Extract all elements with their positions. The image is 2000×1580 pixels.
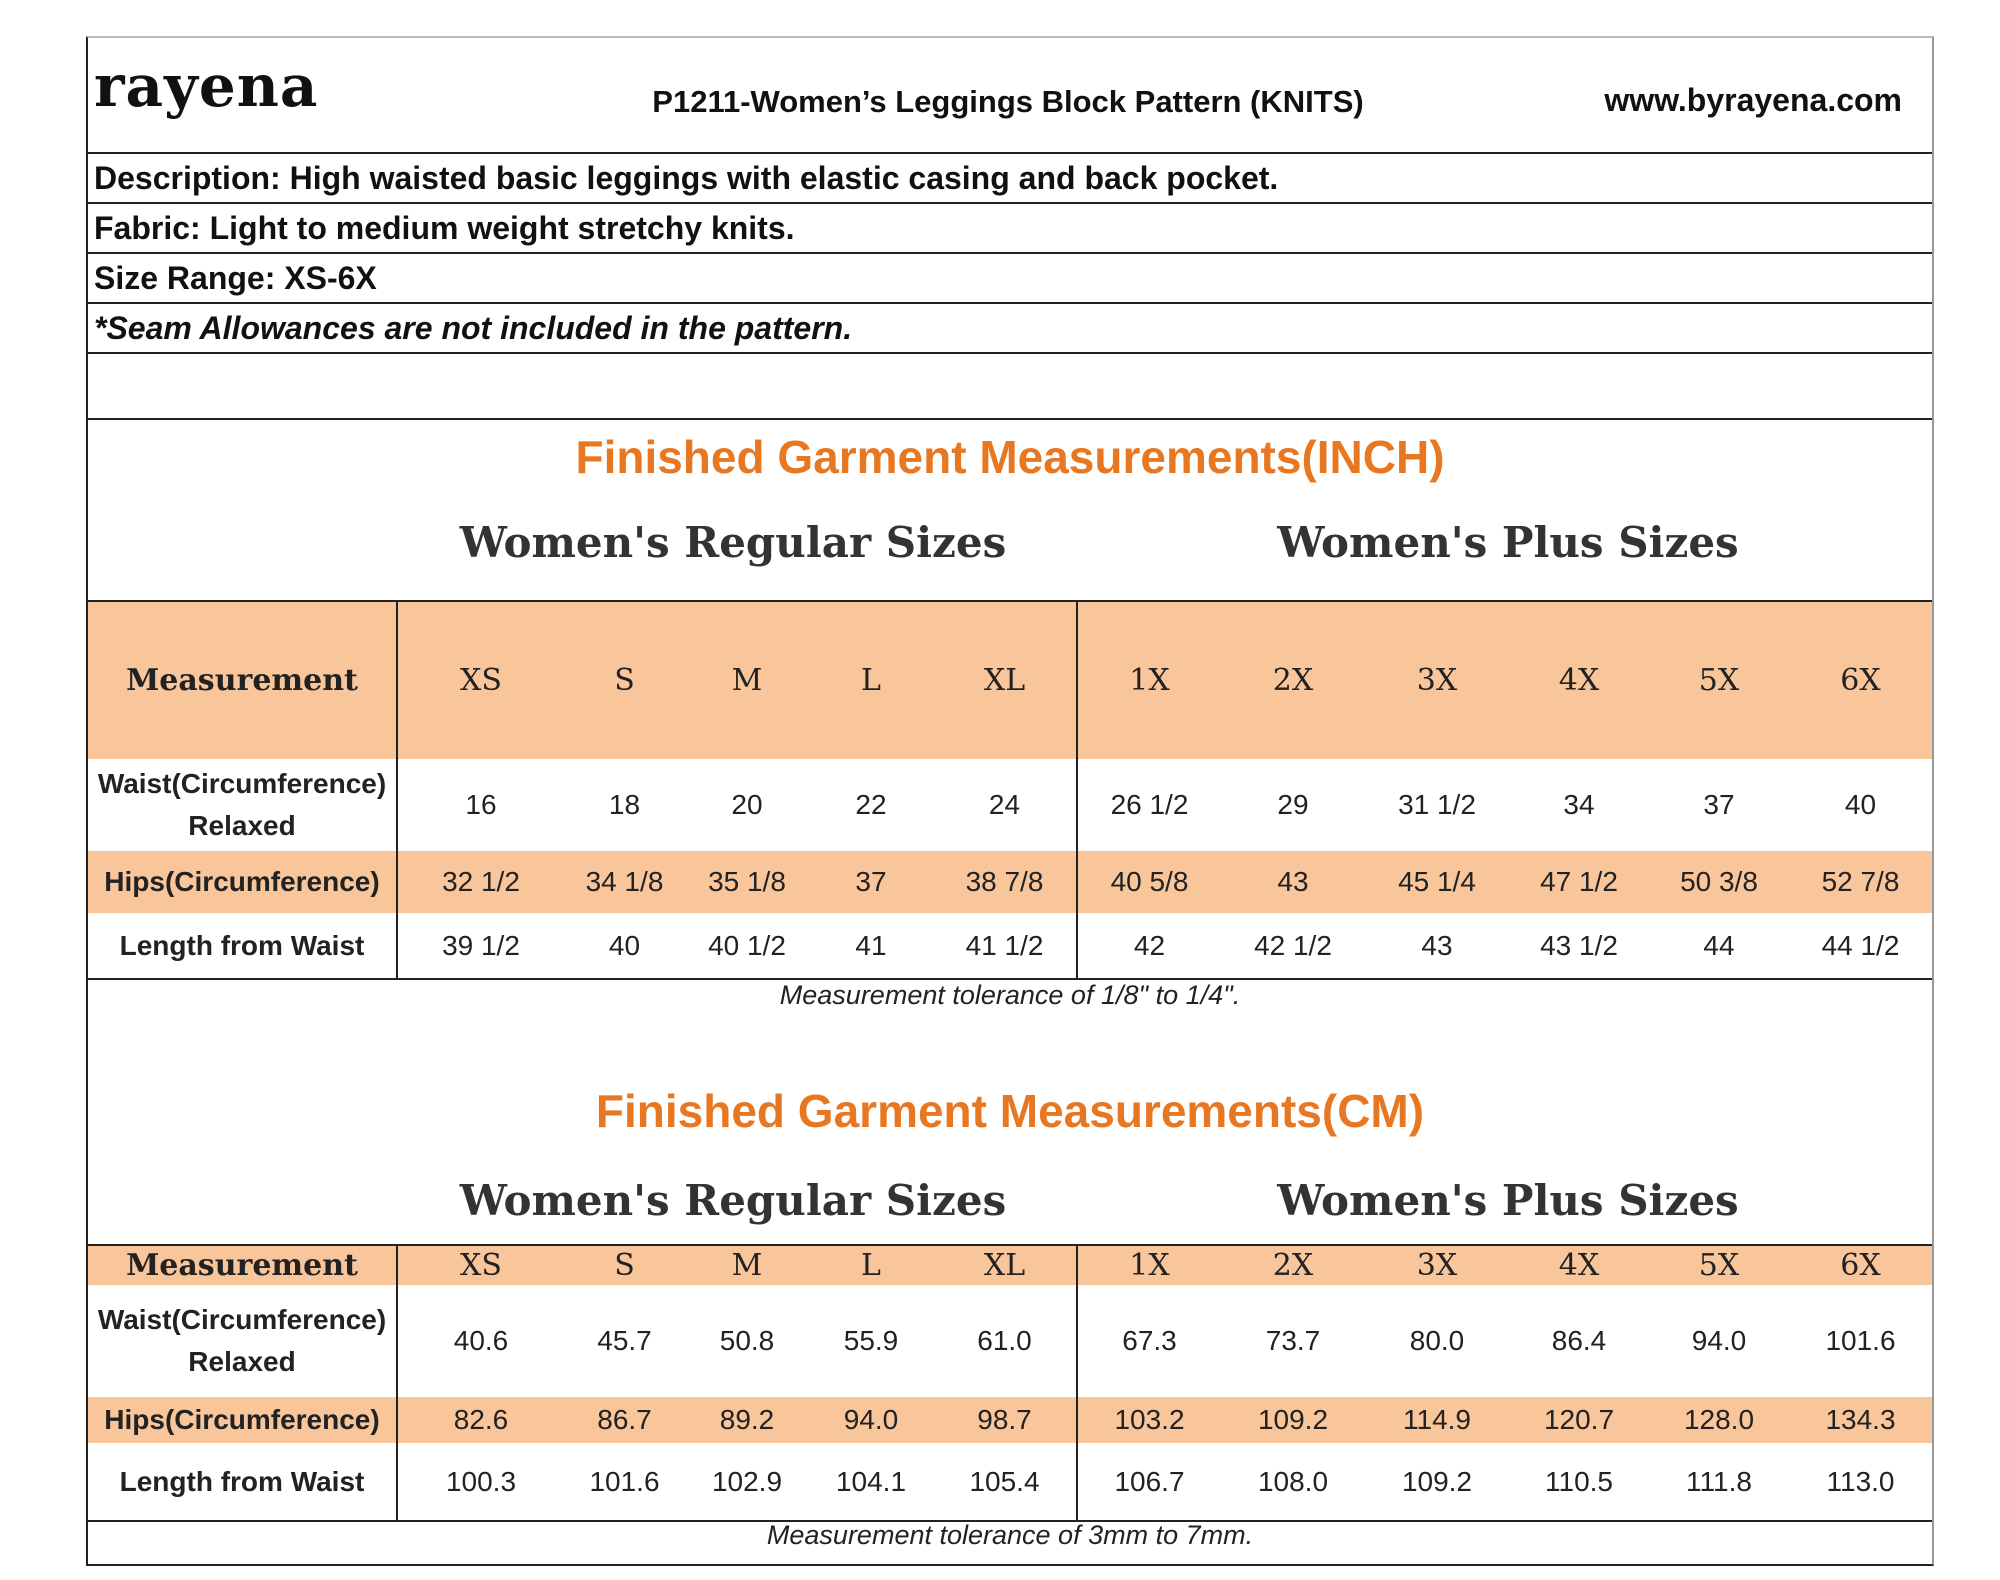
table-cell: 134.3 — [1825, 1404, 1896, 1435]
table-cell: 109.2 — [1401, 1465, 1473, 1497]
size-header: 6X — [1840, 1248, 1881, 1283]
table-cell: 55.9 — [843, 1325, 899, 1356]
size-header: S — [614, 663, 635, 698]
table-cell: 104.1 — [835, 1465, 907, 1497]
inch-plus-sizes-title: Women's Plus Sizes — [1277, 518, 1739, 567]
size-header: 5X — [1698, 663, 1740, 698]
size-header: M — [731, 663, 763, 698]
cm-measurement-table — [88, 1244, 1932, 1522]
table-cell: 43 — [1277, 866, 1309, 897]
table-cell: 45.7 — [597, 1325, 652, 1356]
table-cell: 101.6 — [589, 1465, 660, 1497]
row-label: Hips(Circumference) — [104, 1404, 380, 1435]
size-header: L — [861, 663, 881, 698]
table-cell: 103.2 — [1077, 1397, 1221, 1443]
table-cell: 43 1/2 — [1540, 929, 1618, 961]
document-title: P1211-Women’s Leggings Block Pattern (KNITS) — [652, 84, 1364, 119]
measurement-header: Measurement — [126, 1248, 358, 1283]
size-header: XL — [983, 1248, 1026, 1283]
table-cell: 114.9 — [1403, 1404, 1471, 1435]
size-header: 2X — [1272, 663, 1314, 698]
row-label-line: Relaxed — [188, 1346, 296, 1377]
divider — [88, 418, 1932, 420]
size-header: XS — [397, 601, 564, 759]
table-cell: 82.6 — [397, 1397, 564, 1443]
size-header: XL — [983, 663, 1026, 698]
table-cell: 128.0 — [1683, 1404, 1755, 1435]
table-cell: 67.3 — [1077, 1285, 1221, 1397]
table-cell: 113.0 — [1826, 1465, 1895, 1497]
table-cell: 40 — [608, 929, 641, 961]
size-header: 3X — [1416, 1248, 1458, 1283]
size-header: 6X — [1840, 663, 1881, 698]
website-url: www.byrayena.com — [1604, 82, 1902, 118]
inch-section-title: Finished Garment Measurements(INCH) — [575, 431, 1445, 483]
table-cell: 42 1/2 — [1254, 929, 1332, 961]
table-cell: 18 — [608, 789, 641, 820]
table-cell: 80.0 — [1409, 1325, 1465, 1356]
table-cell: 32 1/2 — [397, 851, 564, 913]
table-cell: 40.6 — [397, 1285, 564, 1397]
cm-tolerance-note: Measurement tolerance of 3mm to 7mm. — [766, 1520, 1254, 1550]
table-cell: 45 1/4 — [1398, 866, 1476, 897]
header — [88, 38, 1932, 154]
fabric-line: Fabric: Light to medium weight stretchy knits. — [94, 210, 795, 246]
table-cell: 20 — [731, 789, 763, 820]
size-header: L — [861, 1248, 881, 1283]
divider — [88, 302, 1932, 304]
table-header-row — [88, 1245, 1932, 1285]
table-cell: 16 — [397, 759, 564, 851]
table-cell: 24 — [988, 789, 1021, 820]
table-cell: 34 — [1563, 789, 1595, 820]
size-header: 4X — [1558, 1248, 1600, 1283]
size-header: 4X — [1558, 663, 1600, 698]
table-row — [88, 759, 1932, 851]
size-range-line: Size Range: XS-6X — [94, 260, 377, 296]
table-cell: 89.2 — [719, 1404, 775, 1435]
table-cell: 111.8 — [1686, 1465, 1752, 1497]
table-cell: 34 1/8 — [585, 866, 664, 897]
table-cell: 39 1/2 — [397, 913, 564, 979]
table-cell: 98.7 — [977, 1404, 1032, 1435]
inch-tolerance-note: Measurement tolerance of 1/8" to 1/4". — [779, 980, 1241, 1010]
row-label-line: Relaxed — [188, 810, 296, 841]
table-cell: 26 1/2 — [1077, 759, 1221, 851]
table-row — [88, 1397, 1932, 1443]
table-cell: 94.0 — [1691, 1325, 1747, 1356]
table-row — [88, 1285, 1932, 1397]
table-cell: 73.7 — [1265, 1325, 1321, 1356]
table-cell: 29 — [1277, 789, 1309, 820]
table-cell: 41 1/2 — [965, 929, 1044, 961]
table-cell: 40 5/8 — [1077, 851, 1221, 913]
table-cell: 109.2 — [1257, 1404, 1329, 1435]
size-header: 1X — [1077, 601, 1221, 759]
row-label: Length from Waist — [119, 929, 365, 961]
table-cell: 41 — [855, 929, 887, 961]
size-header: 1X — [1077, 1245, 1221, 1285]
table-cell: 31 1/2 — [1398, 789, 1476, 820]
table-cell: 35 1/8 — [708, 866, 786, 897]
cm-section-title: Finished Garment Measurements(CM) — [595, 1085, 1425, 1137]
table-cell: 61.0 — [977, 1325, 1032, 1356]
table-cell: 100.3 — [397, 1443, 564, 1521]
size-header: 2X — [1272, 1248, 1314, 1283]
divider — [88, 252, 1932, 254]
cm-plus-sizes-title: Women's Plus Sizes — [1277, 1176, 1739, 1225]
table-cell: 40 — [1844, 789, 1877, 820]
table-cell: 44 — [1703, 929, 1735, 961]
table-cell: 37 — [1703, 789, 1735, 820]
measurement-header: Measurement — [126, 663, 358, 698]
seam-allowance-note: *Seam Allowances are not included in the pattern. — [94, 310, 853, 346]
table-cell: 101.6 — [1825, 1325, 1896, 1356]
row-label: Length from Waist — [119, 1465, 365, 1497]
brand-logo: rayena — [94, 52, 319, 120]
table-cell: 102.9 — [711, 1465, 783, 1497]
table-cell: 108.0 — [1257, 1465, 1329, 1497]
size-header: M — [731, 1248, 763, 1283]
inch-measurement-table — [88, 600, 1932, 980]
size-header: 3X — [1416, 663, 1458, 698]
table-header-row — [88, 601, 1932, 759]
table-cell: 37 — [855, 866, 887, 897]
table-cell: 94.0 — [843, 1404, 899, 1435]
table-cell: 105.4 — [969, 1465, 1040, 1497]
size-header: 5X — [1698, 1248, 1740, 1283]
table-cell: 47 1/2 — [1540, 866, 1618, 897]
table-cell: 86.4 — [1551, 1325, 1607, 1356]
divider — [88, 352, 1932, 354]
divider — [88, 202, 1932, 204]
table-cell: 42 — [1077, 913, 1221, 979]
row-label: Hips(Circumference) — [104, 866, 380, 897]
divider — [88, 152, 1932, 154]
table-cell: 110.5 — [1545, 1465, 1613, 1497]
row-label — [88, 759, 397, 851]
table-row — [88, 913, 1932, 979]
table-cell: 43 — [1421, 929, 1453, 961]
row-label-line: Waist(Circumference) — [97, 768, 387, 799]
table-row — [88, 1443, 1932, 1521]
inch-regular-sizes-title: Women's Regular Sizes — [459, 518, 1007, 567]
table-cell: 44 1/2 — [1821, 929, 1900, 961]
table-cell: 120.7 — [1543, 1404, 1615, 1435]
cm-regular-sizes-title: Women's Regular Sizes — [459, 1176, 1007, 1225]
table-cell: 52 7/8 — [1821, 866, 1900, 897]
table-cell: 22 — [855, 789, 887, 820]
size-header: S — [614, 1248, 635, 1283]
table-cell: 38 7/8 — [965, 866, 1044, 897]
table-row — [88, 851, 1932, 913]
table-cell: 86.7 — [597, 1404, 652, 1435]
size-header: XS — [397, 1245, 564, 1285]
table-cell: 50.8 — [719, 1325, 775, 1356]
table-cell: 40 1/2 — [708, 929, 786, 961]
row-label-line: Waist(Circumference) — [97, 1304, 387, 1335]
table-cell: 50 3/8 — [1680, 866, 1758, 897]
table-cell: 106.7 — [1077, 1443, 1221, 1521]
description-line: Description: High waisted basic leggings with elastic casing and back pocket. — [94, 160, 1279, 196]
spec-sheet — [86, 36, 1934, 1566]
row-label — [88, 1285, 397, 1397]
